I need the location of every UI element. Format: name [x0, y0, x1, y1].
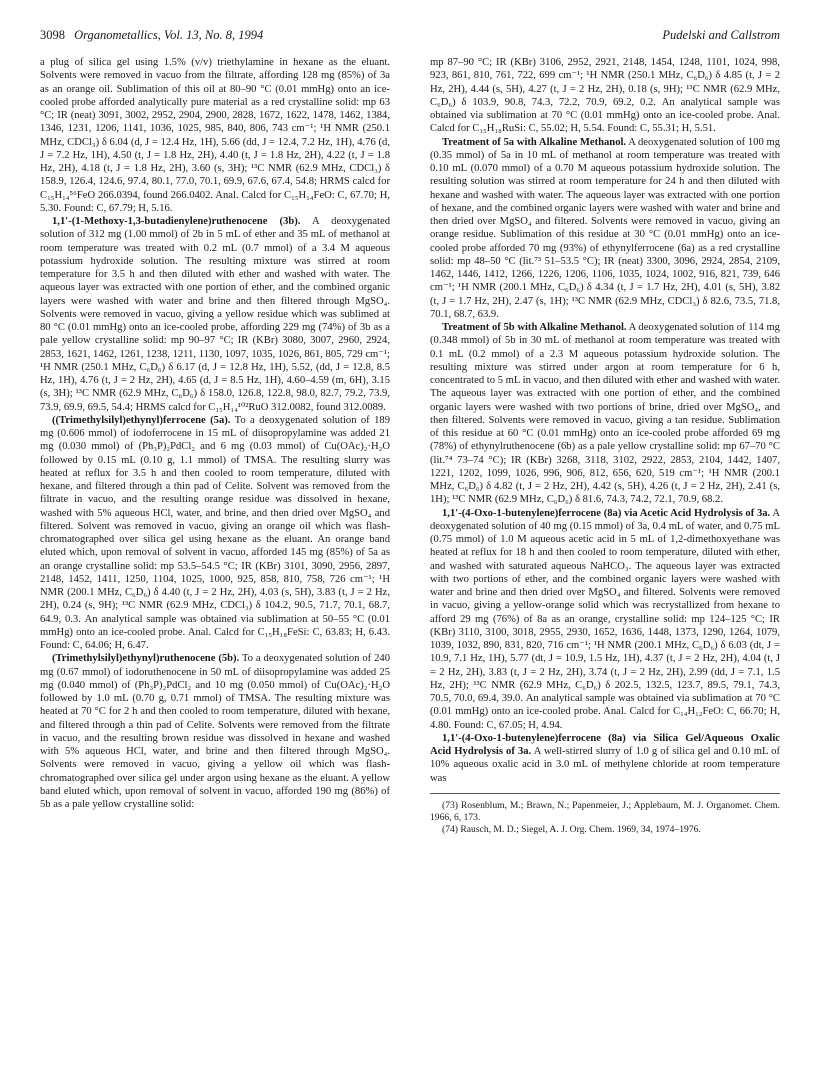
- footnote: (73) Rosenblum, M.; Brawn, N.; Papenmeier, J.; Applebaum, M. J. Organomet. Chem. 1966, 6, 173.: [430, 799, 780, 823]
- paragraph: mp 87–90 °C; IR (KBr) 3106, 2952, 2921, 2148, 1454, 1248, 1101, 1024, 998, 923, 861, 810, 761, 722, 699 cm⁻¹; ¹H NMR (250.1 MHz, C₆D₆) δ 4.85 (t, J = 2 Hz, 2H), 4.44 (s, 5H), 4.27 (t, J = 2 Hz, 2H), 0.18 (s, 9H); ¹³C NMR (62.9 MHz, C₆D₆) δ 103.9, 90.8, 74.3, 72.2, 70.9, 69.2, 0.2. An analytical sample was obtained via sublimation at 70 °C (0.01 mmHg) onto an ice-cooled probe. Anal. Calcd for C₁₅H₁₈RuSi: C, 55.02; H, 5.54. Found: C, 55.31; H, 5.51.: [430, 57, 780, 135]
- paragraph: Treatment of 5b with Alkaline Methanol. A deoxygenated solution of 114 mg (0.348 mmol) of 5b in 30 mL of methanol at room temperature was treated with 0.1 mL (0.2 mmol) of a 2.3 M aqueous potassium hydroxide solution. The resulting mixture was stirred under argon at room temperature for 6 h, concentrated to 5 mL in vacuo, and then diluted with ether and washed with water. The aqueous layer was extracted with one portion of ether, and the combined organic layers were washed with two portions of brine, dried over MgSO₄, and then filtered. Solvents were removed in vacuo, giving a tan residue. Sublimation of this residue at 60 °C (0.01 mmHg) onto an ice-cooled probe afforded 69 mg (78%) of ethynylruthenocene (6b) as a pale yellow crystalline solid: mp 67–70 °C (lit.⁷⁴ 73–74 °C); IR (KBr) 3268, 3118, 3102, 2922, 2853, 2104, 1442, 1407, 1221, 1202, 1099, 1026, 996, 906, 812, 656, 620, 519 cm⁻¹; ¹H NMR (200.1 MHz, C₆D₆) δ 4.82 (t, J = 2 Hz, 2H), 4.42 (s, 5H), 4.26 (t, J = 2 Hz, 2H), 2.41 (s, 1H); ¹³C NMR (62.9 MHz, C₆D₆) δ 81.6, 74.3, 74.2, 72.1, 70.9, 68.2.: [430, 322, 780, 506]
- footnote: (74) Rausch, M. D.; Siegel, A. J. Org. Chem. 1969, 34, 1974–1976.: [442, 823, 701, 835]
- running-header: [40, 28, 780, 44]
- author-names: Pudelski and Callstrom: [662, 28, 780, 42]
- paragraph-heading: 1,1′-(4-Oxo-1-butenylene)ferrocene (8a) via Silica Gel/Aqueous Oxalic Acid Hydrolysis of 3a.: [430, 732, 780, 757]
- right-column: [430, 56, 780, 836]
- paragraph: (Trimethylsilyl)ethynyl)ruthenocene (5b). To a deoxygenated solution of 240 mg (0.67 mmol) of iodoruthenocene in 50 mL of diisopropylamine was added 25 mg (0.040 mmol) of (Ph₃P)₂PdCl₂ and 10 mg (0.050 mmol) of Cu(OAc)₂·H₂O followed by 1.0 mL (0.70 g, 0.71 mmol) of TMSA. The resulting mixture was heated at 70 °C for 2 h and then cooled to room temperature, diluted with hexane, and filtered through a thin pad of Celite. Solvents were removed from the filtrate in vacuo, and the resulting brown residue was dissolved in hexane and washed with 5% aqueous HCl, water, and brine and then filtered through MgSO₄. Solvents were removed in vacuo, giving a yellow oil which was flash-chromatographed over silica gel under argon using hexane as the eluant. A yellow band eluted which, upon removal of solvent in vacuo, afforded 190 mg (86%) of 5b as a pale yellow crystalline solid:: [40, 653, 390, 810]
- paragraph-heading: ((Trimethylsilyl)ethynyl)ferrocene (5a).: [52, 414, 231, 426]
- paragraph-heading: Treatment of 5b with Alkaline Methanol.: [442, 322, 627, 333]
- paragraph: 1,1′-(1-Methoxy-1,3-butadienylene)ruthenocene (3b). A deoxygenated solution of 312 mg (1.00 mmol) of 2b in 5 mL of ether and 35 mL of methanol at room temperature was treated with 0.2 mL (0.7 mmol) of a 3.4 M aqueous potassium hydroxide solution. The resulting mixture was stirred at room temperature for 3.5 h and then diluted with ether and washed with water. The aqueous layer was extracted with one portion of ether, and the combined organic layers were washed with water and brine and then filtered through MgSO₄. Solvents were removed in vacuo, giving a yellow residue which was sublimed at 80 °C (0.01 mmHg) onto an ice-cooled probe, affording 229 mg (74%) of 3b as a pale yellow crystalline solid: mp 90–97 °C; IR (KBr) 3080, 3007, 2960, 2924, 2853, 1621, 1462, 1261, 1238, 1211, 1130, 1097, 1035, 1026, 861, 805, 729 cm⁻¹; ¹H NMR (250.1 MHz, C₆D₆) δ 6.17 (d, J = 12.8 Hz, 1H), 5.52, (dd, J = 12.8, 8.5 Hz, 1H), 4.76 (t, J = 2 Hz, 2H), 4.65 (d, J = 8.5 Hz, 1H), 4.60–4.59 (m, 6H), 3.15 (s, 3H); ¹³C NMR (62.9 MHz, C₆D₆) δ 158.0, 126.8, 122.8, 98.0, 82.7, 79.2, 73.9, 73.9, 69.9, 69.5, 54.4; HRMS calcd for C₁₅H₁₄¹⁰²RuO 312.0082, found 312.0089.: [40, 216, 390, 413]
- paragraph-heading: Treatment of 5a with Alkaline Methanol.: [442, 136, 627, 148]
- paragraph: ((Trimethylsilyl)ethynyl)ferrocene (5a). To a deoxygenated solution of 189 mg (0.606 mmol) of iodoferrocene in 15 mL of diisopropylamine was added 21 mg (0.030 mmol) of (Ph₃P)₂PdCl₂ and 6 mg (0.03 mmol) of Cu(OAc)₂·H₂O followed by 0.15 mL (0.10 g, 1.1 mmol) of TMSA. The resulting slurry was heated at reflux for 3.5 h and then cooled to room temperature, diluted with hexane, and filtered through a thin pad of Celite. Solvent was removed from the filtrate in vacuo, and the resulting orange residue was dissolved in hexane, washed with 5% aqueous HCl, water, and brine, and then dried over MgSO₄ and filtered. Solvent was removed in vacuo, giving an orange oil which was flash-chromatographed over silica gel using hexane as the eluant. An orange band eluted which, upon removal of solvent in vacuo, afforded 145 mg (85%) of 5a as an orange crystalline solid: mp 53.5–54.5 °C; IR (KBr) 3101, 3090, 2956, 2897, 2148, 1452, 1411, 1250, 1104, 1025, 1000, 925, 858, 810, 758, 726 cm⁻¹; ¹H NMR (200.1 MHz, C₆D₆) δ 4.40 (t, J = 2 Hz, 2H), 4.03 (s, 5H), 3.83 (t, J = 2 Hz, 2H), 0.24 (s, 9H); ¹³C NMR (62.9 MHz, CDCl₃) δ 104.2, 90.5, 71.7, 70.1, 68.7, 64.9, 0.3. An analytical sample was obtained via sublimation at 50–55 °C (0.01 mmHg) onto an ice-cooled probe. Anal. Calcd for C₁₅H₁₈FeSi: C, 63.83; H, 6.43. Found: C, 64.06; H, 6.47.: [40, 414, 390, 651]
- paragraph-heading: 1,1′-(1-Methoxy-1,3-butadienylene)ruthenocene (3b).: [52, 216, 301, 227]
- footnotes: [430, 793, 780, 836]
- paragraph-heading: 1,1′-(4-Oxo-1-butenylene)ferrocene (8a) via Acetic Acid Hydrolysis of 3a.: [442, 507, 771, 519]
- left-column: [40, 56, 390, 811]
- journal-citation: Organometallics, Vol. 13, No. 8, 1994: [74, 28, 264, 42]
- paragraph-heading: (Trimethylsilyl)ethynyl)ruthenocene (5b).: [52, 653, 240, 665]
- paragraph: a plug of silica gel using 1.5% (v/v) triethylamine in hexane as the eluant. Solvents were removed in vacuo from the filtrate, affording 128 mg (85%) of 3a as an orange oil. Sublimation of this oil at 80–90 °C (0.01 mmHg) onto an ice-cooled probe afforded analytically pure material as a red crystalline solid: mp 63 °C; IR (neat) 3091, 3002, 2952, 2904, 2900, 2828, 1672, 1622, 1478, 1462, 1384, 1346, 1231, 1206, 1141, 1036, 1025, 985, 840, 806, 743 cm⁻¹; ¹H NMR (250.1 MHz, CDCl₃) δ 6.04 (d, J = 12.4 Hz, 1H), 5.66 (dd, J = 12.4, 7.2 Hz, 1H), 4.76 (d, J = 7.2 Hz, 1H), 4.50 (t, J = 1.8 Hz, 2H), 4.40 (t, J = 1.8 Hz, 2H), 4.22 (t, J = 1.8 Hz, 2H), 4.18 (t, J = 1.8 Hz, 2H), 3.60 (s, 3H); ¹³C NMR (62.9 MHz, CDCl₃) δ 158.9, 126.4, 124.6, 97.4, 80.1, 77.0, 70.1, 69.9, 67.6, 67.4, 54.8; HRMS calcd for C₁₅H₁₄⁵⁶FeO 266.0394, found 266.0402. Anal. Calcd for C₁₅H₁₄FeO: C, 67.70; H, 5.30. Found: C, 67.79; H, 5.16.: [40, 57, 390, 214]
- page-number: 3098: [40, 28, 65, 42]
- paragraph: Treatment of 5a with Alkaline Methanol. A deoxygenated solution of 100 mg (0.35 mmol) of 5a in 10 mL of methanol at room temperature was treated with 0.10 mL (0.070 mmol) of a 0.70 M aqueous potassium hydroxide solution. The resulting solution was stirred at room temperature for 24 h and then diluted with hexane and washed with water. The aqueous layer was extracted with one portion of hexane, and the combined organic layers were washed with water and brine and then dried over MgSO₄ and filtered. Solvents were removed in vacuo, giving an orange residue. Sublimation of this residue at 30 °C (0.01 mmHg) onto an ice-cooled probe afforded 70 mg (93%) of ethynylferrocene (6a) as a red crystalline solid: mp 48–50 °C (lit.⁷³ 51–53.5 °C); IR (neat) 3300, 3096, 2924, 2854, 2109, 1462, 1446, 1412, 1266, 1226, 1206, 1106, 1035, 1024, 1002, 916, 821, 739, 646 cm⁻¹; ¹H NMR (200.1 MHz, C₆D₆) δ 4.34 (t, J = 1.7 Hz, 2H), 4.01 (s, 5H), 3.82 (t, J = 1.7 Hz, 2H), 2.47 (s, 1H); ¹³C NMR (62.9 MHz, CDCl₃) δ 82.6, 73.5, 71.8, 70.1, 68.7, 63.9.: [430, 136, 781, 320]
- paragraph: 1,1′-(4-Oxo-1-butenylene)ferrocene (8a) via Acetic Acid Hydrolysis of 3a. A deoxygenated solution of 40 mg (0.15 mmol) of 3a, 0.4 mL of water, and 0.75 mL (0.75 mmol) of 1.0 M aqueous acetic acid in 5 mL of 1,2-dimethoxyethane was heated at reflux for 18 h and then cooled to room temperature, diluted with ether, and washed with saturated aqueous NaHCO₃. The aqueous layer was extracted with two portions of ether, and the combined organic layers were washed with water and brine and then dried over MgSO₄ and filtered. Solvents were removed in vacuo, giving a yellow-orange solid which was recrystallized from hexane to afford 29 mg (76%) of 8a as an orange, crystalline solid: mp 124–125 °C; IR (KBr) 3110, 3100, 3018, 2955, 2930, 1652, 1636, 1448, 1373, 1290, 1264, 1079, 1039, 1032, 890, 831, 820, 716 cm⁻¹; ¹H NMR (200.1 MHz, C₆D₆) δ 6.03 (dt, J = 10.9, 7.1 Hz, 1H), 5.77 (dt, J = 10.9, 1.5 Hz, 1H), 4.37 (t, J = 2 Hz, 2H), 4.04 (t, J = 2 Hz, 2H), 3.83 (t, J = 2 Hz, 2H), 3.74 (t, J = 2 Hz, 2H), 2.99 (dd, J = 7.1, 1.5 Hz, 2H); ¹³C NMR (62.9 MHz, C₆D₆) δ 202.5, 132.5, 123.7, 89.5, 79.1, 74.3, 70.5, 70.0, 69.4, 39.0. An analytical sample was obtained via sublimation at 70 °C (0.01 mmHg) onto an ice-cooled probe. Anal. Calcd for C₁₄H₁₂FeO: C, 66.70; H, 4.80. Found: C, 67.05; H, 4.94.: [430, 507, 780, 731]
- header-left: [40, 28, 263, 43]
- paragraph: 1,1′-(4-Oxo-1-butenylene)ferrocene (8a) via Silica Gel/Aqueous Oxalic Acid Hydrolysis of 3a. A well-stirred slurry of 1.0 g of silica gel and 0.10 mL of 10% aqueous oxalic acid in 3.0 mL of methylene chloride at room temperature was: [430, 732, 780, 784]
